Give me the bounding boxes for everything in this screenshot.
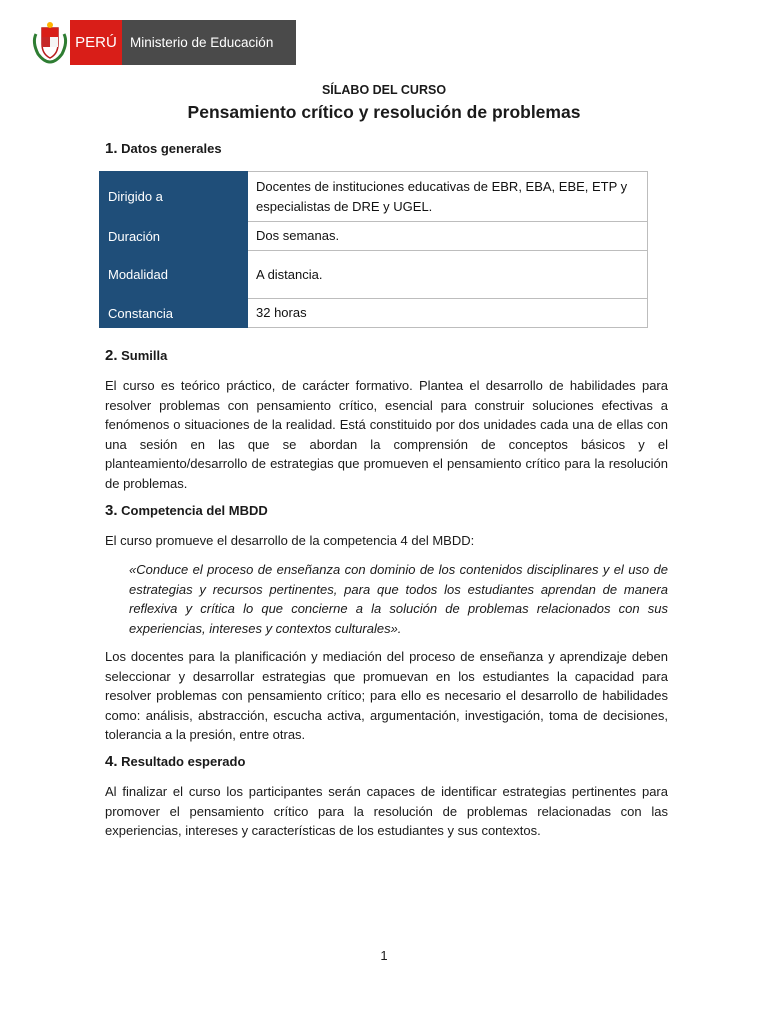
section-number: 4. (105, 753, 118, 770)
section-title: Datos generales (121, 141, 222, 156)
competencia-intro: El curso promueve el desarrollo de la competencia 4 del MBDD: (105, 533, 475, 548)
row-label: Constancia (100, 299, 248, 328)
minedu-header-logo (30, 20, 296, 65)
table-row (100, 299, 648, 328)
document-title: Pensamiento crítico y resolución de problemas (187, 102, 581, 122)
row-value: A distancia. (248, 251, 648, 299)
row-value: 32 horas (248, 299, 648, 328)
table-row (100, 172, 648, 222)
section-number: 3. (105, 502, 118, 519)
section-title: Competencia del MBDD (121, 503, 268, 518)
section-title: Sumilla (121, 348, 168, 363)
section-number: 2. (105, 347, 118, 364)
row-label: Modalidad (100, 251, 248, 299)
page-number: 1 (380, 948, 388, 963)
general-data-table (99, 171, 648, 328)
section-heading-competencia (105, 502, 268, 519)
section-title: Resultado esperado (121, 754, 246, 769)
ministry-label: Ministerio de Educación (122, 20, 296, 65)
document-supertitle: SÍLABO DEL CURSO (321, 83, 447, 97)
competencia-paragraph: Los docentes para la planificación y mediación del proceso de enseñanza y aprendizaje deben seleccionar y desarrollar estrategias que promuevan en los estudiantes la capacidad para resolver problemas con pensamiento crítico; para ello es necesario el desarrollo de habilidades como: análisis, abstracción, escucha activa, argumentación, investigación, toma de decisiones, tolerancia a la presión, entre otras. (105, 649, 668, 742)
row-label: Duración (100, 222, 248, 251)
row-label: Dirigido a (100, 172, 248, 222)
table-row (100, 251, 648, 299)
section-heading-datos-generales (105, 140, 222, 157)
competencia-quote: «Conduce el proceso de enseñanza con dominio de los contenidos disciplinares y el uso de estrategias y recursos pertinentes, para que todos los estudiantes aprendan de manera reflexiva y crítica lo que concierne a la solución de problemas relacionados con sus experiencias, intereses y contextos culturales». (129, 562, 668, 636)
sumilla-paragraph: El curso es teórico práctico, de carácter formativo. Plantea el desarrollo de habilidades para resolver problemas con pensamiento crítico, esencial para construir soluciones efectivas a fenómenos o situaciones de la realidad. Está constituido por dos unidades cada una de ellas con una sesión en las que se abordan la comprensión de conceptos básicos y el planteamiento/desarrollo de estrategias que promueven el pensamiento crítico para la resolución de problemas. (105, 378, 668, 491)
row-value: Docentes de instituciones educativas de EBR, EBA, EBE, ETP y especialistas de DRE y UGEL. (248, 172, 648, 222)
table-row (100, 222, 648, 251)
row-value: Dos semanas. (248, 222, 648, 251)
peru-coat-of-arms-icon (30, 20, 70, 65)
peru-label: PERÚ (70, 20, 122, 65)
section-heading-resultado (105, 753, 245, 770)
section-heading-sumilla (105, 347, 167, 364)
resultado-paragraph: Al finalizar el curso los participantes serán capaces de identificar estrategias pertinentes para promover el pensamiento crítico para la resolución de problemas relacionadas con las experiencias, intereses y características de los estudiantes y sus contextos. (105, 784, 668, 838)
section-number: 1. (105, 140, 118, 157)
